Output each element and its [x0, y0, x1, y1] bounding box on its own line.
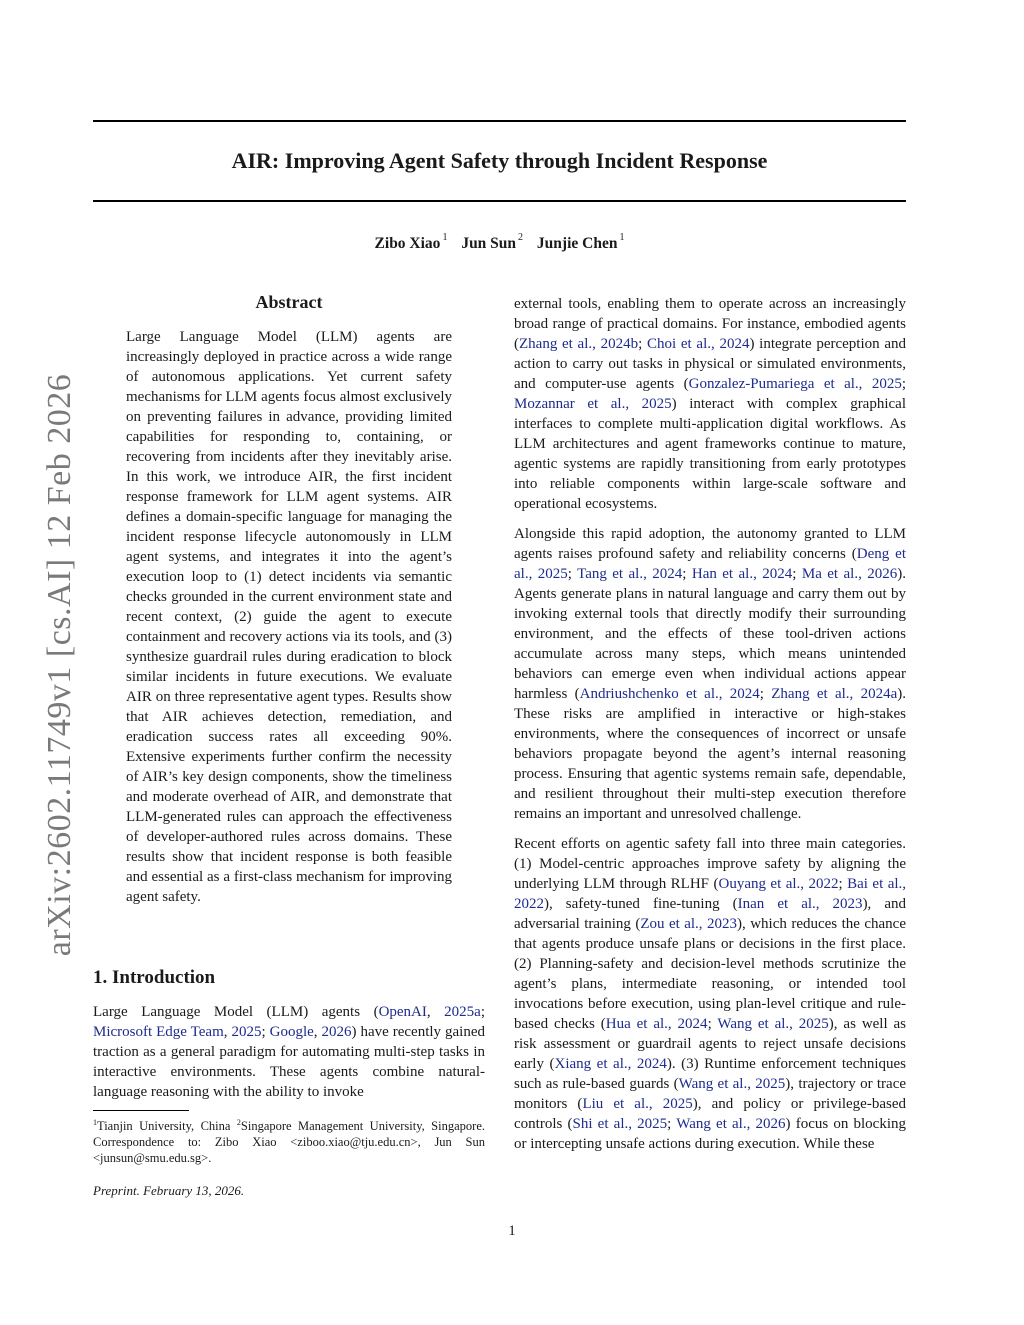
citation-link[interactable]: Zhang et al., 2024b: [519, 336, 639, 352]
citation-link[interactable]: Wang et al., 2026: [676, 1116, 786, 1132]
citation-link[interactable]: Ouyang et al., 2022: [718, 876, 839, 892]
citation-link[interactable]: Bai et al., 2022: [514, 876, 907, 912]
citation-link[interactable]: Tang et al., 2024: [577, 566, 683, 582]
text-run: ;: [901, 376, 907, 392]
text-run: ;: [792, 566, 802, 582]
text-run: ), as well as risk assessment or guardrail agents to reject unsafe decisions early (: [514, 1016, 907, 1072]
text-run: ,: [223, 1024, 232, 1040]
author-name: Jun Sun: [461, 235, 517, 253]
citation-link[interactable]: Wang et al., 2025: [717, 1016, 829, 1032]
text-run: ). (3) Runtime enforcement techniques such as rule-based guards (: [514, 1056, 906, 1092]
text-run: ;: [261, 1024, 270, 1040]
right-column: [514, 294, 906, 1164]
paper-title: AIR: Improving Agent Safety through Incident Response: [231, 148, 768, 173]
introduction-paragraph: [93, 1002, 485, 1102]
affiliation-mark: 1: [93, 1118, 97, 1127]
text-run: Tianjin University, China: [97, 1119, 237, 1134]
text-run: Recent efforts on agentic safety fall into three main categories. (1) Model-centric approaches improve safety by aligning the underlying LLM through RLHF (: [514, 836, 906, 892]
citation-link[interactable]: 2025a: [444, 1004, 481, 1020]
text-run: ) integrate perception and action to carry out tasks in physical or simulated environments, and computer-use agents (: [514, 336, 907, 392]
text-run: ;: [667, 1116, 677, 1132]
text-run: ) have recently gained traction as a general paradigm for automating multi-step tasks in interactive environments. These agents combine natural-language reasoning with the ability to invoke: [93, 1024, 485, 1100]
citation-link[interactable]: Ma et al., 2026: [801, 566, 898, 582]
citation-link[interactable]: Wang et al., 2025: [678, 1076, 786, 1092]
citation-link[interactable]: Microsoft Edge Team: [93, 1024, 224, 1040]
citation-link[interactable]: Hua et al., 2024: [605, 1016, 708, 1032]
citation-link[interactable]: Choi et al., 2024: [647, 336, 750, 352]
text-run: ,: [313, 1024, 322, 1040]
text-run: ;: [567, 566, 578, 582]
affiliation-footnote: [93, 1115, 485, 1166]
citation-link[interactable]: Google: [269, 1024, 314, 1040]
author-name: Zibo Xiao: [374, 235, 441, 253]
text-run: ), safety-tuned fine-tuning (: [544, 896, 738, 912]
text-run: ;: [638, 336, 647, 352]
text-run: Singapore Management University, Singapore. Correspondence to: Zibo Xiao <ziboo.xiao@tju.edu.cn>, Jun Sun <junsun@smu.edu.sg>.: [93, 1119, 485, 1166]
text-run: ), trajectory or trace monitors (: [514, 1076, 907, 1112]
text-run: ;: [682, 566, 692, 582]
author-affiliation-mark: 2: [518, 232, 524, 243]
text-run: ), which reduces the chance that agents produce unsafe plans or decisions in the first place. (2) Planning-safety and decision-level methods scrutinize the agent’s plans, intermediate reasoning, or intended tool invocations before execution, using plan-level critique and rule-based checks (: [514, 916, 906, 1032]
citation-link[interactable]: 2025: [231, 1024, 262, 1040]
body-paragraph: [514, 524, 906, 824]
text-run: Alongside this rapid adoption, the autonomy granted to LLM agents raises profound safety and reliability concerns (: [514, 526, 906, 562]
citation-link[interactable]: Han et al., 2024: [691, 566, 793, 582]
preprint-note: Preprint. February 13, 2026.: [93, 1183, 245, 1198]
text-run: ;: [480, 1004, 486, 1020]
citation-link[interactable]: Deng et al., 2025: [514, 546, 906, 582]
text-run: ) interact with complex graphical interfaces to complete multi-application digital workflows. As LLM architectures and agent frameworks continue to mature, agentic systems are rapidly transitioning from early prototypes into reliable components within large-scale software and operational ecosystems.: [514, 396, 906, 512]
page-number: 1: [508, 1223, 516, 1239]
body-paragraph: [514, 834, 906, 1154]
abstract-heading: Abstract: [255, 292, 323, 312]
text-run: ). Agents generate plans in natural language and carry them out by invoking external tools that directly modify their surrounding environment, and the effects of these tool-driven actions accumulate across many steps, which means unintended behaviors can emerge even when individual actions appear harmless (: [514, 566, 907, 702]
title-bottom-rule: [93, 200, 906, 202]
citation-link[interactable]: 2026: [321, 1024, 352, 1040]
affiliation-mark: 2: [236, 1118, 241, 1127]
citation-link[interactable]: Mozannar et al., 2025: [514, 396, 672, 412]
author-affiliation-mark: 1: [442, 232, 448, 243]
text-run: ;: [759, 686, 772, 702]
text-run: ). These risks are amplified in interactive or high-stakes environments, where the consequences of incorrect or unsafe behaviors propagate beyond the agent’s internal reasoning process. Ensuring that agentic systems remain safe, dependable, and resilient throughout their multi-step execution therefore remains an important and unresolved challenge.: [514, 686, 906, 822]
citation-link[interactable]: Liu et al., 2025: [582, 1096, 693, 1112]
text-run: ), and adversarial training (: [514, 896, 907, 932]
text-run: external tools, enabling them to operate across an increasingly broad range of practical domains. For instance, embodied agents (: [514, 296, 906, 352]
arxiv-identifier: arXiv:2602.11749v1 [cs.AI] 12 Feb 2026: [41, 373, 78, 957]
author-affiliation-mark: 1: [619, 232, 625, 243]
text-run: ) focus on blocking or intercepting unsafe actions during execution. While these: [514, 1116, 907, 1152]
author-name: Junjie Chen: [536, 235, 618, 253]
text-run: Large Language Model (LLM) agents (: [93, 1004, 379, 1020]
footnote-rule: [93, 1110, 189, 1111]
citation-link[interactable]: Andriushchenko et al., 2024: [579, 686, 760, 702]
text-run: ;: [707, 1016, 718, 1032]
section-heading-introduction: 1. Introduction: [93, 967, 216, 988]
top-rule: [93, 120, 906, 122]
text-run: ), and policy or privilege-based controls (: [514, 1096, 906, 1132]
citation-link[interactable]: Xiang et al., 2024: [554, 1056, 667, 1072]
citation-link[interactable]: Zou et al., 2023: [640, 916, 738, 932]
abstract-text: Large Language Model (LLM) agents are increasingly deployed in practice across a wide range of autonomous applications. Yet current safety mechanisms for LLM agents focus almost exclusively on preventing failures in advance, providing limited capabilities for responding to, containing, or recovering from incidents after they inevitably arise. In this work, we introduce AIR, the first incident response framework for LLM agent systems. AIR defines a domain-specific language for managing the incident response lifecycle autonomously in LLM agent systems, and integrates it into the agent’s execution loop to (1) detect incidents via semantic checks grounded in the current environment state and recent context, (2) guide the agent to execute containment and recovery actions via its tools, and (3) synthesize guardrail rules during eradication to block similar incidents in future executions. We evaluate AIR on three representative agent types. Results show that AIR achieves detection, remediation, and eradication success rates all exceeding 90%. Extensive experiments further confirm the necessity of AIR’s key design components, show the timeliness and moderate overhead of AIR, and demonstrate that LLM-generated rules can approach the effectiveness of developer-authored rules across domains. These results show that incident response is both feasible and essential as a first-class mechanism for improving agent safety.: [126, 329, 452, 905]
citation-link[interactable]: OpenAI: [378, 1004, 427, 1020]
citation-link[interactable]: Shi et al., 2025: [572, 1116, 668, 1132]
text-run: ,: [426, 1004, 445, 1020]
citation-link[interactable]: Zhang et al., 2024a: [771, 686, 898, 702]
body-paragraph: [514, 294, 906, 514]
citation-link[interactable]: Inan et al., 2023: [737, 896, 863, 912]
author-list: [93, 234, 906, 253]
text-run: ;: [838, 876, 848, 892]
citation-link[interactable]: Gonzalez-Pumariega et al., 2025: [688, 376, 902, 392]
